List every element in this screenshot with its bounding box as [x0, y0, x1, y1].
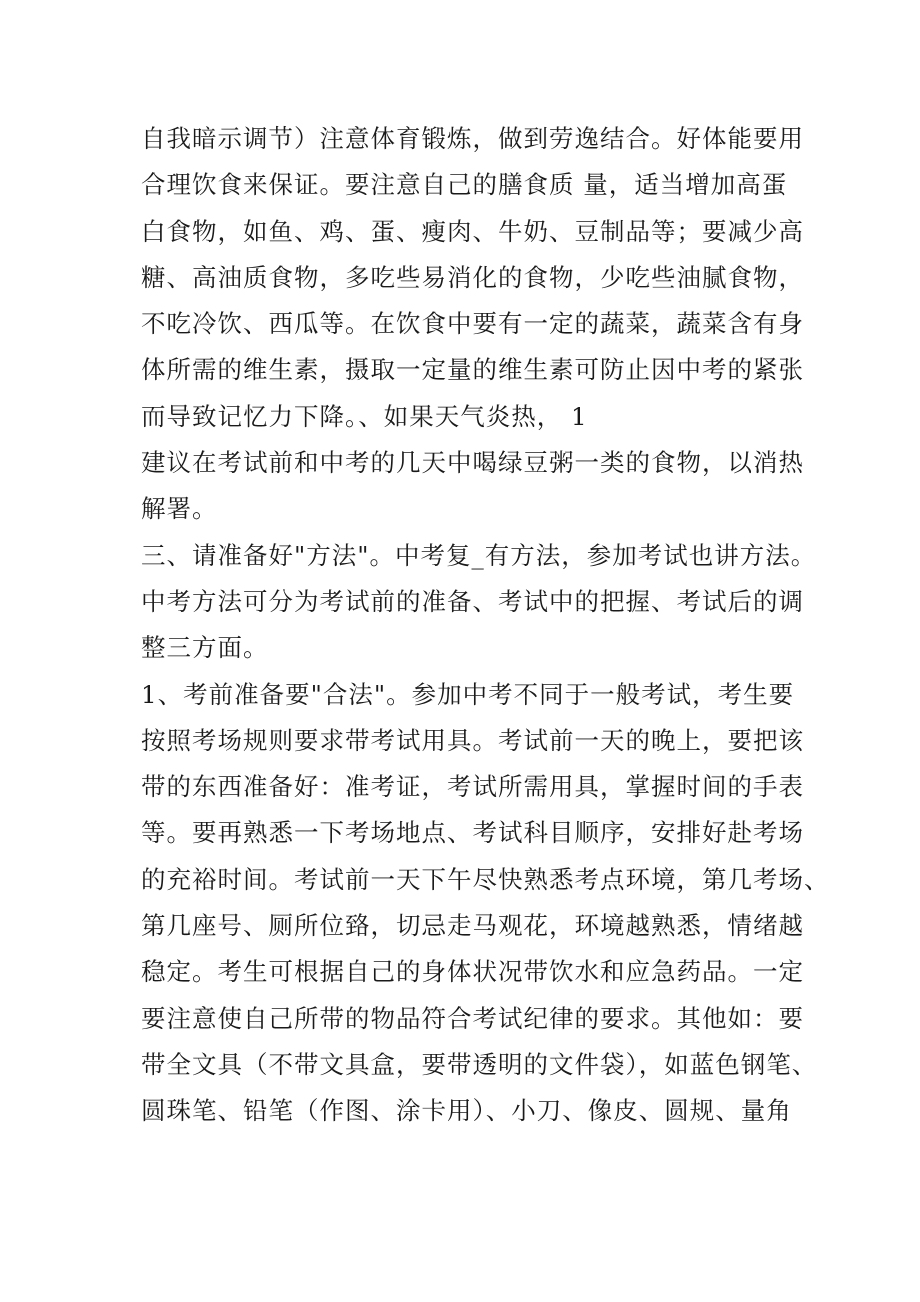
text-line: 等。要再熟悉一下考场地点、考试科目顺序，安排好赴考场: [141, 818, 804, 848]
text-line: 建议在考试前和中考的几天中喝绿豆粥一类的食物，以消热: [141, 448, 804, 478]
text-line: 稳定。考生可根据自己的身体状况带饮水和应急药品。一定: [141, 957, 804, 987]
text-line: 解署。: [141, 494, 218, 524]
text-line: 圆珠笔、铅笔（作图、涂卡用）、小刀、像皮、圆规、量角: [141, 1096, 792, 1126]
text-line: 要注意使自己所带的物品符合考试纪律的要求。其他如：要: [141, 1003, 804, 1033]
text-line: 第几座号、厕所位臵，切忌走马观花，环境越熟悉，情绪越: [141, 911, 804, 941]
text-line: 而导致记忆力下降。、如果天气炎热， 1: [141, 401, 588, 431]
text-line: 不吃冷饮、西瓜等。在饮食中要有一定的蔬菜，蔬菜含有身: [141, 309, 804, 339]
text-line: 按照考场规则要求带考试用具。考试前一天的晚上，要把该: [141, 725, 804, 755]
text-line: 白食物，如鱼、鸡、蛋、瘦肉、牛奶、豆制品等；要减少高: [141, 216, 804, 246]
text-line: 带全文具（不带文具盒，要带透明的文件袋），如蓝色钢笔、: [141, 1049, 818, 1079]
text-line: 带的东西准备好：准考证，考试所需用具，掌握时间的手表: [141, 772, 804, 802]
text-line: 糖、高油质食物，多吃些易消化的食物，少吃些油腻食物，: [141, 262, 804, 292]
text-line: 三、请准备好"方法"。中考复_有方法，参加考试也讲方法。: [141, 540, 817, 570]
text-line: 整三方面。: [141, 633, 269, 663]
text-line: 中考方法可分为考试前的准备、考试中的把握、考试后的调: [141, 586, 804, 616]
text-line: 自我暗示调节）注意体育锻炼，做到劳逸结合。好体能要用: [141, 124, 804, 153]
text-line: 的充裕时间。考试前一天下午尽快熟悉考点环境，第几考场、: [141, 864, 830, 894]
text-line: 1、考前准备要"合法"。参加中考不同于一般考试，考生要: [141, 679, 795, 709]
text-line: 合理饮食来保证。要注意自己的膳食质 量，适当增加高蛋: [141, 170, 788, 200]
body-text: [141, 116, 830, 1135]
text-line: 体所需的维生素，摄取一定量的维生素可防止因中考的紧张: [141, 355, 804, 385]
